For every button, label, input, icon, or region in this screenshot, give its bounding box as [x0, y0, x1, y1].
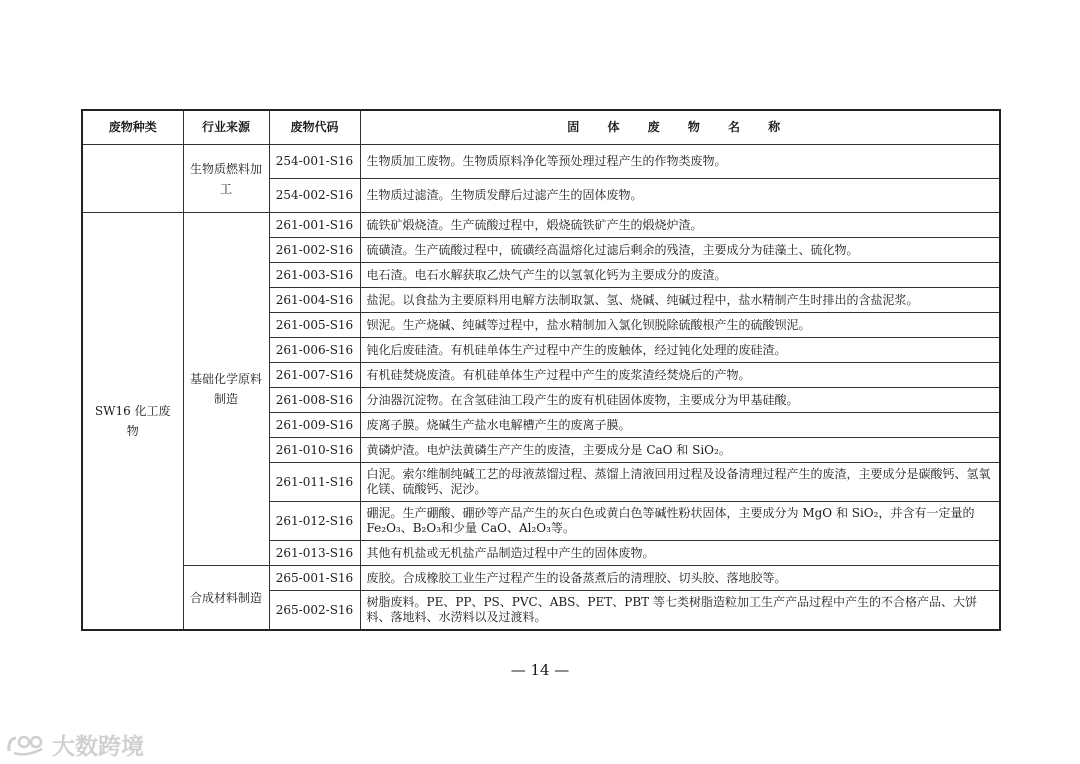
- name-cell: 有机硅焚烧废渣。有机硅单体生产过程中产生的废浆渣经焚烧后的产物。: [360, 363, 1000, 388]
- name-cell: 废胶。合成橡胶工业生产过程产生的设备蒸煮后的清理胶、切头胶、落地胶等。: [360, 566, 1000, 591]
- code-cell: 261-013-S16: [269, 541, 360, 566]
- code-cell: 261-010-S16: [269, 438, 360, 463]
- header-code: 废物代码: [269, 110, 360, 145]
- header-industry: 行业来源: [183, 110, 269, 145]
- code-cell: 261-004-S16: [269, 288, 360, 313]
- code-cell: 261-012-S16: [269, 502, 360, 541]
- name-cell: 白泥。索尔维制纯碱工艺的母液蒸馏过程、蒸馏上清液回用过程及设备清理过程产生的废渣，主要成分是碳酸钙、氢氧化镁、硫酸钙、泥沙。: [360, 463, 1000, 502]
- code-cell: 254-002-S16: [269, 179, 360, 213]
- header-row: [82, 110, 1000, 145]
- code-cell: 265-001-S16: [269, 566, 360, 591]
- name-cell: 生物质加工废物。生物质原料净化等预处理过程产生的作物类废物。: [360, 145, 1000, 179]
- category-cell-empty: [82, 145, 183, 213]
- industry-cell: 生物质燃料加工: [183, 145, 269, 213]
- code-cell: 261-009-S16: [269, 413, 360, 438]
- waste-table: [81, 109, 1001, 631]
- code-cell: 261-011-S16: [269, 463, 360, 502]
- name-cell: 黄磷炉渣。电炉法黄磷生产产生的废渣，主要成分是 CaO 和 SiO₂。: [360, 438, 1000, 463]
- code-cell: 261-006-S16: [269, 338, 360, 363]
- table-row: [82, 213, 1000, 238]
- table-row: [82, 145, 1000, 179]
- watermark-logo-icon: [6, 733, 48, 757]
- name-cell: 硫铁矿煅烧渣。生产硫酸过程中，煅烧硫铁矿产生的煅烧炉渣。: [360, 213, 1000, 238]
- name-cell: 树脂废料。PE、PP、PS、PVC、ABS、PET、PBT 等七类树脂造粒加工生产产品过程中产生的不合格产品、大饼料、落地料、水涝料以及过渡料。: [360, 591, 1000, 631]
- page-number: — 14 —: [510, 661, 570, 679]
- name-cell: 生物质过滤渣。生物质发酵后过滤产生的固体废物。: [360, 179, 1000, 213]
- code-cell: 265-002-S16: [269, 591, 360, 631]
- watermark-text: 大数跨境: [52, 734, 144, 760]
- industry-cell: 基础化学原料制造: [183, 213, 269, 566]
- name-cell: 钡泥。生产烧碱、纯碱等过程中，盐水精制加入氯化钡脱除硫酸根产生的硫酸钡泥。: [360, 313, 1000, 338]
- header-category: 废物种类: [82, 110, 183, 145]
- name-cell: 其他有机盐或无机盐产品制造过程中产生的固体废物。: [360, 541, 1000, 566]
- name-cell: 盐泥。以食盐为主要原料用电解方法制取氯、氢、烧碱、纯碱过程中，盐水精制产生时排出的含盐泥浆。: [360, 288, 1000, 313]
- name-cell: 硼泥。生产硼酸、硼砂等产品产生的灰白色或黄白色等碱性粉状固体，主要成分为 MgO 和 SiO₂，并含有一定量的 Fe₂O₃、B₂O₃和少量 CaO、Al₂O₃等。: [360, 502, 1000, 541]
- industry-cell: 合成材料制造: [183, 566, 269, 631]
- name-cell: 电石渣。电石水解获取乙炔气产生的以氢氧化钙为主要成分的废渣。: [360, 263, 1000, 288]
- code-cell: 261-002-S16: [269, 238, 360, 263]
- name-cell: 钝化后废硅渣。有机硅单体生产过程中产生的废触体，经过钝化处理的废硅渣。: [360, 338, 1000, 363]
- code-cell: 261-008-S16: [269, 388, 360, 413]
- header-name: 固 体 废 物 名 称: [360, 110, 1000, 145]
- table-row: [82, 566, 1000, 591]
- code-cell: 261-007-S16: [269, 363, 360, 388]
- code-cell: 254-001-S16: [269, 145, 360, 179]
- watermark: [6, 728, 144, 761]
- name-cell: 废离子膜。烧碱生产盐水电解槽产生的废离子膜。: [360, 413, 1000, 438]
- code-cell: 261-005-S16: [269, 313, 360, 338]
- name-cell: 硫磺渣。生产硫酸过程中，硫磺经高温熔化过滤后剩余的残渣，主要成分为硅藻土、硫化物。: [360, 238, 1000, 263]
- name-cell: 分油器沉淀物。在含氢硅油工段产生的废有机硅固体废物，主要成分为甲基硅酸。: [360, 388, 1000, 413]
- category-cell: SW16 化工废物: [82, 213, 183, 631]
- code-cell: 261-001-S16: [269, 213, 360, 238]
- code-cell: 261-003-S16: [269, 263, 360, 288]
